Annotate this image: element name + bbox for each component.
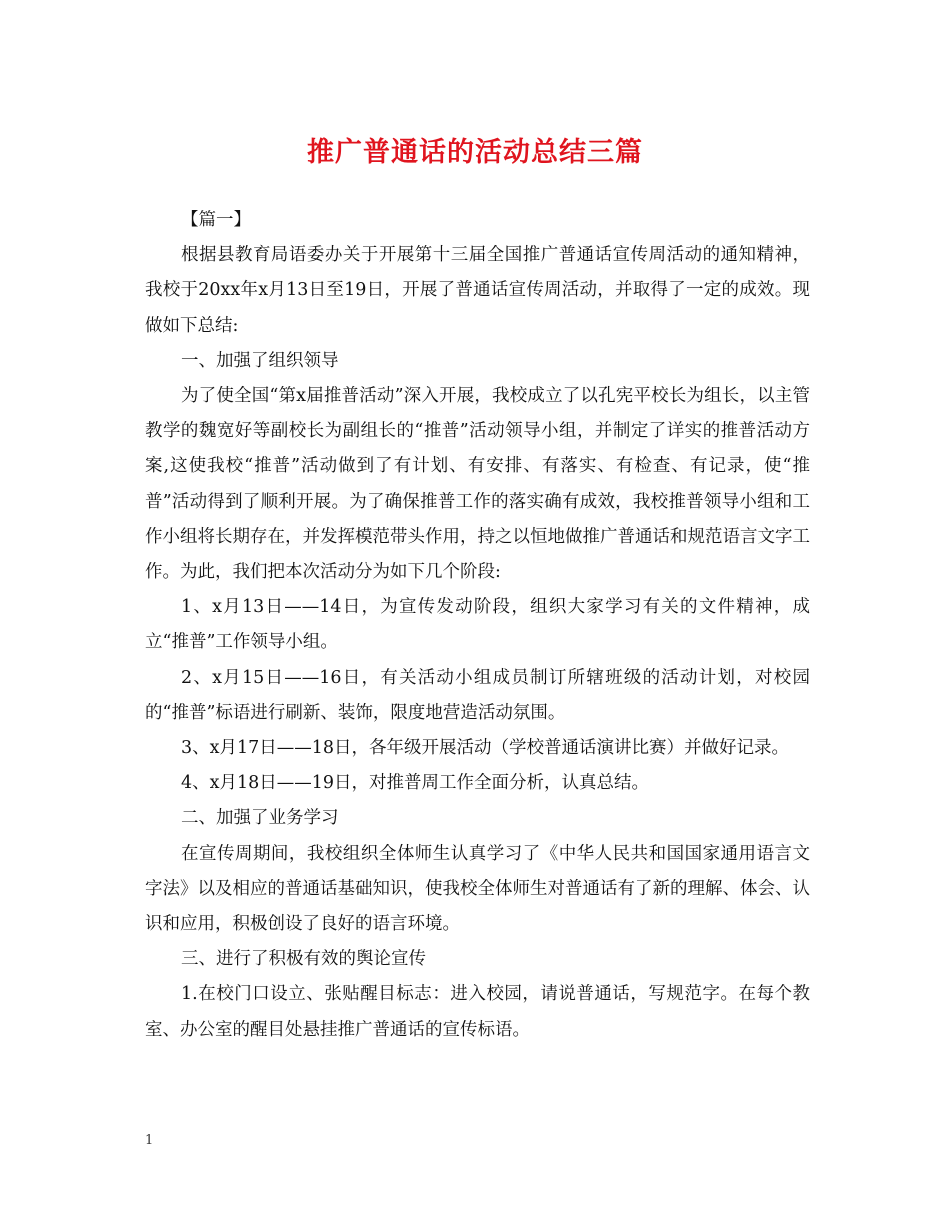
document-title: 推广普通话的活动总结三篇 bbox=[307, 137, 643, 168]
section-label: 【篇一】 bbox=[181, 210, 251, 230]
paragraph: 在宣传周期间，我校组织全体师生认真学习了《中华人民共和国国家通用语言文字法》以及相应的普通话基础知识，使我校全体师生对普通话有了新的理解、体会、认识和应用，积极创设了良好的语言环境。 bbox=[145, 843, 810, 935]
section-heading: 二、加强了业务学习 bbox=[181, 808, 339, 829]
list-item: 4、x月18日——19日，对推普周工作全面分析，认真总结。 bbox=[181, 773, 650, 794]
section-heading: 三、进行了积极有效的舆论宣传 bbox=[181, 949, 426, 970]
list-item: 1、x月13日——14日，为宣传发动阶段，组织大家学习有关的文件精神，成立“推普”工作领导小组。 bbox=[145, 597, 810, 653]
document-body bbox=[145, 203, 810, 1048]
paragraph: 为了使全国“第x届推普活动”深入开展，我校成立了以孔宪平校长为组长，以主管教学的魏宽好等副校长为副组长的“推普”活动领导小组，并制定了详实的推普活动方案,这使我校“推普”活动做到了有计划、有安排、有落实、有检查、有记录，使“推普”活动得到了顺利开展。为了确保推普工作的落实确有成效，我校推普领导小组和工作小组将长期存在，并发挥模范带头作用，持之以恒地做推广普通话和规范语言文字工作。为此，我们把本次活动分为如下几个阶段: bbox=[145, 386, 810, 583]
list-item: 3、x月17日——18日，各年级开展活动（学校普通话演讲比赛）并做好记录。 bbox=[181, 738, 790, 759]
section-heading: 一、加强了组织领导 bbox=[181, 350, 339, 371]
paragraph: 1.在校门口设立、张贴醒目标志：进入校园，请说普通话，写规范字。在每个教室、办公室的醒目处悬挂推广普通话的宣传标语。 bbox=[145, 984, 810, 1040]
paragraph: 根据县教育局语委办关于开展第十三届全国推广普通话宣传周活动的通知精神，我校于20xx年x月13日至19日，开展了普通话宣传周活动，并取得了一定的成效。现做如下总结: bbox=[145, 245, 810, 336]
list-item: 2、x月15日——16日，有关活动小组成员制订所辖班级的活动计划，对校园的“推普”标语进行刷新、装饰，限度地营造活动氛围。 bbox=[145, 667, 810, 723]
page-number: 1 bbox=[145, 1133, 154, 1148]
